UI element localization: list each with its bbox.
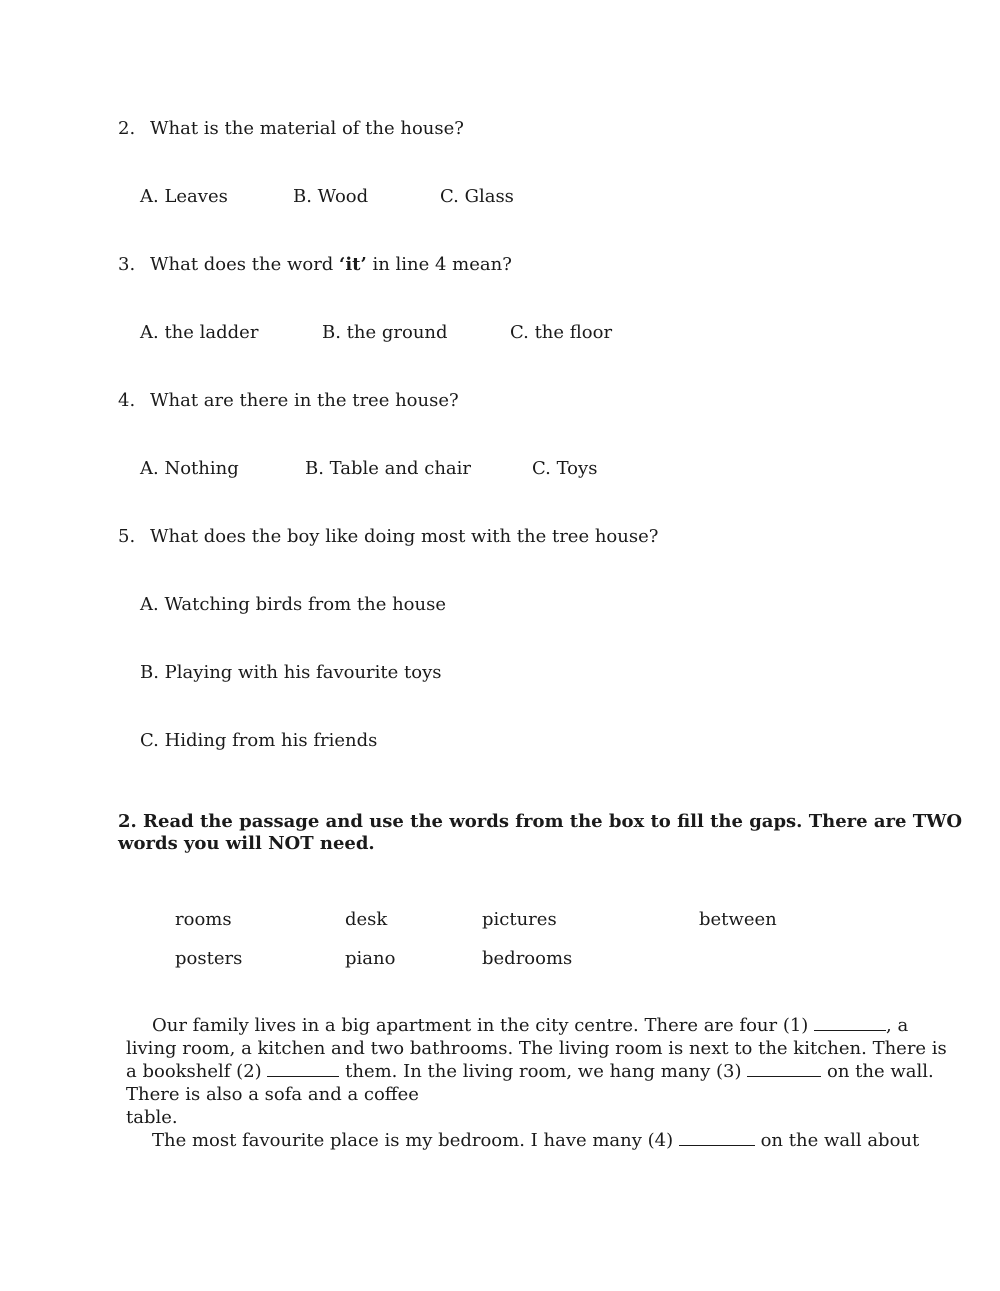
question-text-after: in line 4 mean? — [366, 254, 512, 275]
gap-3[interactable] — [747, 1062, 821, 1077]
option-c[interactable]: C. Toys — [532, 458, 598, 479]
question-text-before: What does the word — [150, 254, 340, 275]
question-number: 4. — [118, 390, 136, 411]
passage-line-2: living room, a kitchen and two bathrooms. The living room is next to the kitchen. There is — [126, 1038, 947, 1059]
passage-line-4: There is also a sofa and a coffee — [126, 1084, 419, 1105]
option-a[interactable]: A. the ladder — [140, 322, 259, 343]
passage-line-6 — [152, 1130, 919, 1152]
passage-text: on the wall. — [821, 1061, 934, 1082]
section-instruction-line-2: words you will NOT need. — [118, 833, 375, 854]
option-c[interactable]: C. Hiding from his friends — [140, 730, 378, 751]
passage-text: , a — [886, 1015, 909, 1036]
option-c[interactable]: C. the floor — [510, 322, 613, 343]
gap-2[interactable] — [267, 1062, 339, 1077]
passage-text: The most favourite place is my bedroom. I have many (4) — [152, 1130, 679, 1151]
passage-line-3 — [126, 1061, 934, 1083]
passage-line-1 — [152, 1015, 908, 1037]
question-3 — [118, 254, 512, 276]
question-text: What is the material of the house? — [150, 118, 464, 139]
word-box-item: rooms — [175, 909, 232, 930]
option-c[interactable]: C. Glass — [440, 186, 514, 207]
question-text: What are there in the tree house? — [150, 390, 459, 411]
question-number: 3. — [118, 254, 136, 275]
passage-line-5: table. — [126, 1107, 178, 1128]
section-instruction-line-1: 2. Read the passage and use the words from the box to fill the gaps. There are TWO — [118, 811, 963, 832]
gap-4[interactable] — [679, 1131, 755, 1146]
word-box-item: posters — [175, 948, 243, 969]
gap-1[interactable] — [814, 1016, 886, 1031]
passage-text: a bookshelf (2) — [126, 1061, 268, 1082]
option-b[interactable]: B. the ground — [322, 322, 448, 343]
option-b[interactable]: B. Playing with his favourite toys — [140, 662, 442, 683]
option-b[interactable]: B. Wood — [293, 186, 369, 207]
word-box-item: piano — [345, 948, 396, 969]
passage-text: Our family lives in a big apartment in the city centre. There are four (1) — [152, 1015, 815, 1036]
question-number: 2. — [118, 118, 136, 139]
passage-text: them. In the living room, we hang many (3) — [339, 1061, 748, 1082]
question-4 — [118, 390, 459, 412]
question-text: What does the boy like doing most with the tree house? — [150, 526, 659, 547]
question-number: 5. — [118, 526, 136, 547]
option-b[interactable]: B. Table and chair — [305, 458, 471, 479]
option-a[interactable]: A. Watching birds from the house — [140, 594, 446, 615]
word-box-item: between — [699, 909, 777, 930]
question-5 — [118, 526, 658, 548]
word-box-item: bedrooms — [482, 948, 573, 969]
option-a[interactable]: A. Leaves — [140, 186, 228, 207]
word-box-item: pictures — [482, 909, 557, 930]
passage-text: on the wall about — [754, 1130, 920, 1151]
question-keyword: ‘it’ — [339, 254, 367, 275]
option-a[interactable]: A. Nothing — [140, 458, 239, 479]
word-box-item: desk — [345, 909, 388, 930]
question-2 — [118, 118, 464, 140]
